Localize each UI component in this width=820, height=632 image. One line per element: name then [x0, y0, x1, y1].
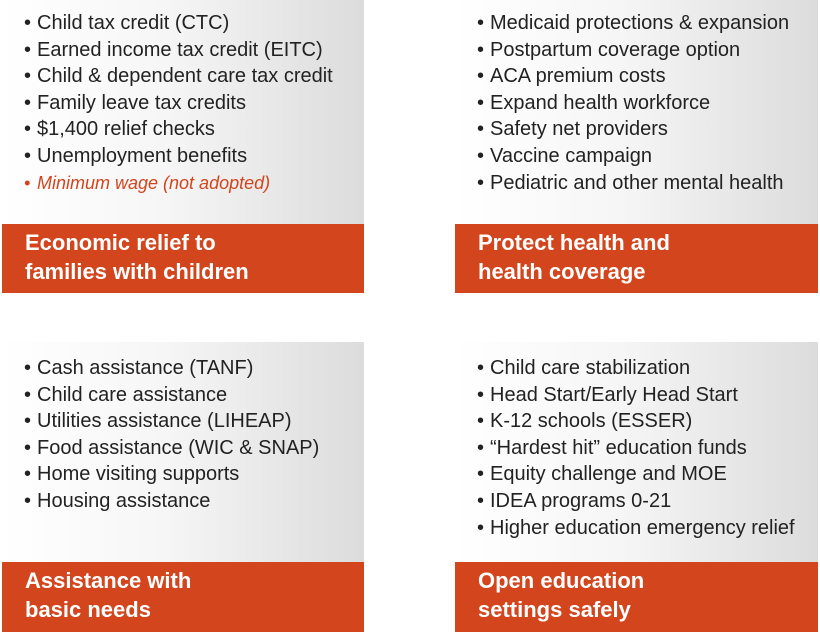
list-item: • ACA premium costs	[477, 63, 818, 90]
list-item: • Unemployment benefits	[24, 143, 364, 170]
list-item: • Head Start/Early Head Start	[477, 382, 818, 409]
card-list-area	[455, 342, 818, 562]
card-title-banner	[2, 562, 364, 632]
card-title-line: Assistance with	[25, 568, 192, 593]
card-list-area	[455, 0, 818, 224]
list-item: • Equity challenge and MOE	[477, 461, 818, 488]
card-title-line: health coverage	[478, 258, 646, 284]
list-item: • Pediatric and other mental health	[477, 170, 818, 197]
list-item: • IDEA programs 0-21	[477, 488, 818, 515]
list-item: • “Hardest hit” education funds	[477, 435, 818, 462]
list-item: • K-12 schools (ESSER)	[477, 408, 818, 435]
item-list	[24, 10, 364, 196]
list-item: • Child care stabilization	[477, 355, 818, 382]
list-item: • Family leave tax credits	[24, 90, 364, 117]
card-title-banner	[455, 224, 818, 293]
card-basic-needs	[2, 342, 364, 632]
list-item: • Food assistance (WIC & SNAP)	[24, 435, 364, 462]
list-item: • Housing assistance	[24, 488, 364, 515]
item-list	[477, 355, 818, 541]
list-item: • Cash assistance (TANF)	[24, 355, 364, 382]
list-item-not-adopted: • Minimum wage (not adopted)	[24, 170, 364, 197]
card-title-line: Open education	[478, 568, 645, 593]
list-item: • Postpartum coverage option	[477, 37, 818, 64]
list-item: • Child tax credit (CTC)	[24, 10, 364, 37]
item-list	[24, 355, 364, 515]
list-item: • Home visiting supports	[24, 461, 364, 488]
list-item: • Medicaid protections & expansion	[477, 10, 818, 37]
card-title-banner	[455, 562, 818, 632]
card-title-line: Economic relief to	[25, 230, 216, 255]
card-list-area	[2, 0, 364, 224]
card-list-area	[2, 342, 364, 562]
card-title-line: families with children	[25, 258, 249, 284]
card-title-line: Protect health and	[478, 230, 670, 255]
list-item: • Utilities assistance (LIHEAP)	[24, 408, 364, 435]
list-item: • Child care assistance	[24, 382, 364, 409]
card-title-line: settings safely	[478, 596, 631, 622]
card-education-settings	[455, 342, 818, 632]
card-title-line: basic needs	[25, 596, 151, 622]
list-item: • Expand health workforce	[477, 90, 818, 117]
card-economic-relief	[2, 0, 364, 293]
list-item: • $1,400 relief checks	[24, 116, 364, 143]
item-list	[477, 10, 818, 196]
card-health-coverage	[455, 0, 818, 293]
list-item: • Higher education emergency relief	[477, 515, 818, 542]
list-item: • Child & dependent care tax credit	[24, 63, 364, 90]
list-item: • Earned income tax credit (EITC)	[24, 37, 364, 64]
list-item: • Vaccine campaign	[477, 143, 818, 170]
list-item: • Safety net providers	[477, 116, 818, 143]
card-title-banner	[2, 224, 364, 293]
